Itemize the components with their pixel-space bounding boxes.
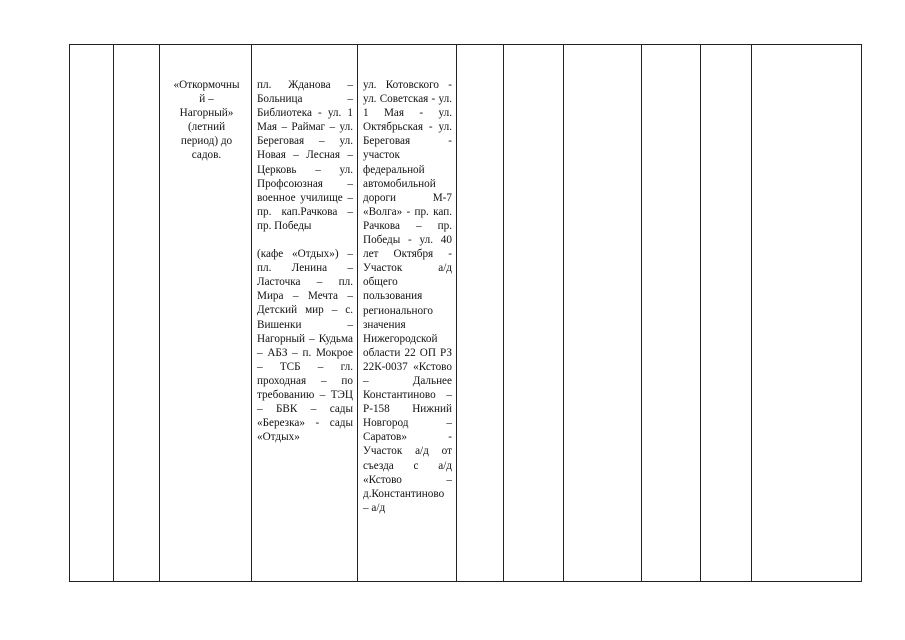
route-name-line: й – (199, 93, 214, 106)
route-table (69, 44, 862, 582)
cell-route-number (114, 45, 160, 582)
stops-list (252, 45, 357, 444)
cell-streets (358, 45, 457, 582)
streets-list: ул. Котовского - ул. Советская - ул. 1 Мая - ул. Октябрьская - ул. Береговая - участок федеральной автомобильной дороги М-7 «Волга» - пр. кап. Рачкова – пр. Победы - ул. 40 лет Октября - Участок а/д общего пользования регионального значения Нижегородской области 22 ОП РЗ 22К-0037 «Кстово – Дальнее Константиново – Р-158 Нижний Новгород – Саратов» - Участок а/д от съезда с а/д «Кстово – д.Константиново – а/д (363, 79, 452, 514)
cell-empty-10 (701, 45, 752, 582)
route-name-line: период) до (180, 135, 233, 148)
cell-empty-6 (457, 45, 504, 582)
cell-empty-7 (504, 45, 564, 582)
cell-stops (252, 45, 358, 582)
cell-empty-8 (564, 45, 642, 582)
route-name-line: садов. (191, 149, 222, 162)
route-name-line: «Откормочны (173, 79, 240, 91)
cell-empty-9 (642, 45, 701, 582)
stops-part-1: пл. Жданова – Больница – Библиотека - ул. 1 Мая – Раймаг – ул. Береговая – ул. Новая – Лесная – Церковь – ул. Профсоюзная – военное училище – пр. кап.Рачкова – пр. Победы (257, 79, 353, 232)
paragraph-gap (257, 233, 353, 247)
stops-part-2: (кафе «Отдых») – пл. Ленина – Ласточка – пл. Мира – Мечта – Детский мир – с. Вишенки – Нагорный – Кудьма – АБЗ – п. Мокрое – ТСБ – гл. проходная – по требованию – ТЭЦ – БВК – сады «Березка» - сады «Отдых» (257, 248, 353, 444)
route-name-line: Нагорный» (179, 107, 234, 120)
route-name-line: (летний (187, 121, 226, 134)
cell-empty-11 (752, 45, 862, 582)
cell-number (70, 45, 114, 582)
cell-route-name (160, 45, 252, 582)
route-name (160, 45, 251, 163)
